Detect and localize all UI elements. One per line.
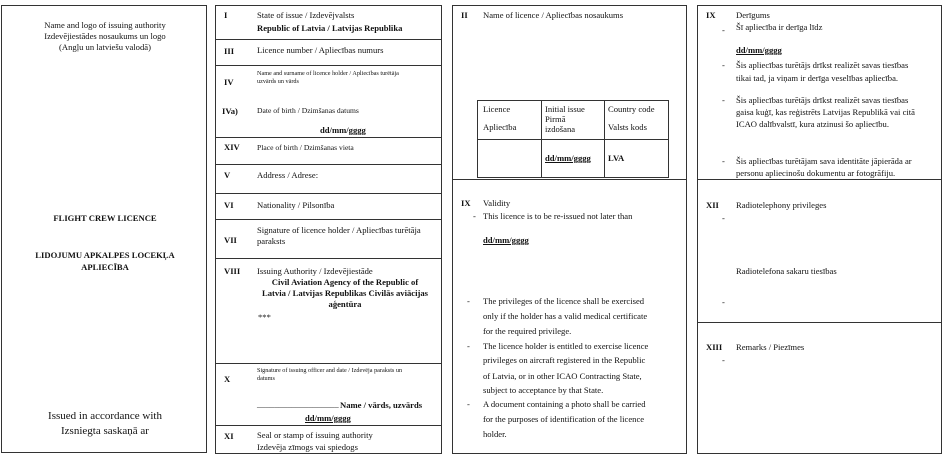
- derigums-date: dd/mm/gggg: [736, 45, 782, 55]
- title-lv-1: LIDOJUMU APKALPES LOCEKĻA: [35, 250, 175, 260]
- date-of-birth-value: dd/mm/gggg: [320, 125, 366, 135]
- table-header-initial-issue: Initial issue: [545, 104, 585, 114]
- cover-panel: [1, 5, 207, 453]
- country-code-value: LVA: [608, 153, 625, 163]
- issuing-authority-value-2: Latvia / Latvijas Republikas Civilās aviācijas: [262, 288, 428, 298]
- title-en: FLIGHT CREW LICENCE: [53, 213, 157, 223]
- issued-lv: Izsniegta saskaņā ar: [61, 425, 149, 437]
- issued-en: Issued in accordance with: [48, 410, 162, 422]
- signature-date: dd/mm/gggg: [305, 413, 351, 423]
- table-header-country-code: Country code: [608, 104, 655, 114]
- issuing-authority-value-3: aģentūra: [328, 299, 362, 309]
- initial-issue-value: dd/mm/gggg: [545, 153, 591, 163]
- issuing-authority-value-1: Civil Aviation Agency of the Republic of: [271, 277, 419, 287]
- name-label: Name / vārds, uzvārds: [340, 400, 423, 410]
- signature-line: ___________________: [257, 399, 339, 409]
- stars: ***: [258, 312, 271, 322]
- issuer-line-1: Name and logo of issuing authority: [44, 20, 166, 30]
- title-lv-2: APLIECĪBA: [81, 262, 129, 272]
- state-of-issue-value: Republic of Latvia / Latvijas Republika: [257, 23, 403, 33]
- validity-date: dd/mm/gggg: [483, 235, 529, 245]
- issuer-line-2: Izdevējiestādes nosaukums un logo: [44, 31, 166, 41]
- table-header-licence: Licence: [483, 104, 511, 114]
- issuer-line-3: (Angļu un latviešu valodā): [59, 42, 151, 52]
